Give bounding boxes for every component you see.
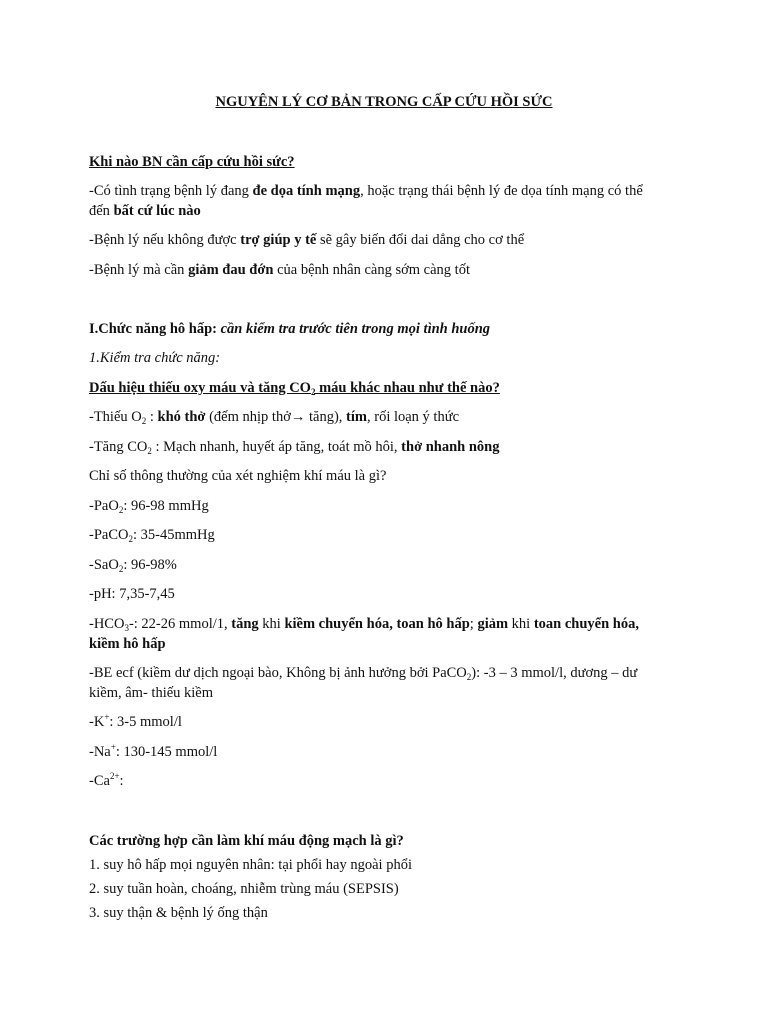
pao2-a: -PaO: [89, 498, 119, 514]
subsection-1: [89, 350, 679, 367]
q-sign-b: máu khác nhau như thế nào?: [315, 380, 500, 396]
na-line: [89, 744, 679, 761]
hyperc-sub: 2: [147, 446, 152, 456]
sao2-line: [89, 557, 679, 574]
hypox-bold-f: tím: [346, 409, 367, 425]
question-abg: [89, 833, 679, 850]
hco3-line-2: [89, 636, 679, 653]
paco2-b: : 35-45mmHg: [132, 527, 215, 543]
na-sup: +: [110, 742, 116, 752]
hco3-bold-c: tăng: [231, 616, 259, 632]
p1-text-d: đến: [89, 203, 114, 219]
question-when-text: Khi nào BN cần cấp cứu hồi sức?: [89, 154, 295, 170]
paco2-line: [89, 527, 679, 544]
pao2-b: : 96-98 mmHg: [123, 498, 209, 514]
be-b: ): -3 – 3 mmol/l, dương – dư: [471, 665, 638, 681]
page-title: NGUYÊN LÝ CƠ BẢN TRONG CẤP CỨU HỒI SỨC: [215, 94, 553, 110]
pao2-line: [89, 498, 679, 515]
hco3-h: khi: [508, 616, 534, 632]
hypoxemia-line: [89, 409, 679, 426]
paragraph-1-line-1: [89, 183, 679, 200]
question-normal-values: [89, 468, 679, 485]
sao2-a: -SaO: [89, 557, 119, 573]
ca-line: [89, 773, 679, 790]
hyperc-bold-c: thở nhanh nông: [401, 439, 500, 455]
k-a: -K: [89, 714, 105, 730]
p2-text-a: -Bệnh lý nếu không được: [89, 232, 241, 248]
k-sup: +: [104, 712, 110, 722]
list-item-2: 2. suy tuần hoàn, choáng, nhiễm trùng máu (SEPSIS): [89, 881, 399, 897]
k-line: [89, 714, 679, 731]
question-sign: [89, 380, 679, 397]
hco3-bold-e: kiềm chuyển hóa, toan hô hấp: [284, 616, 470, 632]
hco3-a: -HCO: [89, 616, 125, 632]
hypox-sub: 2: [141, 416, 147, 426]
q-norm-text: Chỉ số thông thường của xét nghiệm khí máu là gì?: [89, 468, 387, 484]
hco3-d: khi: [258, 616, 285, 632]
hypox-a: -Thiếu O: [89, 409, 142, 425]
ca-b: :: [119, 773, 124, 789]
hypox-b: :: [146, 409, 158, 425]
arrow-right-icon: →: [290, 409, 306, 425]
p2-bold-b: trợ giúp y tế: [240, 232, 317, 248]
be-a: -BE ecf (kiềm dư dịch ngoại bào, Không bị ảnh hưởng bởi PaCO: [89, 665, 467, 681]
hypercapnia-line: [89, 439, 679, 456]
list-item-1: 1. suy hô hấp mọi nguyên nhân: tại phổi hay ngoài phổi: [89, 857, 412, 873]
list-item: [89, 905, 679, 922]
p3-text-c: của bệnh nhân càng sớm càng tốt: [273, 262, 470, 278]
be-sub: 2: [466, 672, 472, 682]
hypox-e: tăng),: [305, 409, 347, 425]
p1-bold-b: đe dọa tính mạng: [252, 183, 361, 199]
paragraph-2: [89, 232, 679, 249]
paragraph-1-line-2: [89, 203, 679, 220]
q-sign-sub: 2: [310, 387, 316, 397]
be-line-2: [89, 685, 679, 702]
paragraph-3: [89, 262, 679, 279]
p3-text-a: -Bệnh lý mà cần: [89, 262, 189, 278]
section-1-heading: [89, 321, 679, 338]
sao2-sub: 2: [118, 564, 124, 574]
hco3-bold-j: kiềm hô hấp: [89, 636, 166, 652]
list-item: [89, 881, 679, 898]
hypox-g: , rối loạn ý thức: [366, 409, 460, 425]
be-c: kiềm, âm- thiếu kiềm: [89, 685, 214, 701]
q-sign-a: Dấu hiệu thiếu oxy máu và tăng CO: [89, 380, 311, 396]
hco3-bold-i: toan chuyển hóa,: [533, 616, 639, 632]
hco3-line-1: [89, 616, 679, 633]
paco2-a: -PaCO: [89, 527, 129, 543]
list-item-3: 3. suy thận & bệnh lý ống thận: [89, 905, 268, 921]
na-a: -Na: [89, 744, 111, 760]
p2-text-c: sẽ gây biến đổi dai dẳng cho cơ thể: [316, 232, 525, 248]
hyperc-b: : Mạch nhanh, huyết áp tăng, toát mồ hôi,: [151, 439, 402, 455]
be-line-1: [89, 665, 679, 682]
question-when: [89, 154, 679, 171]
section-1-subtitle: cần kiểm tra trước tiên trong mọi tình huống: [220, 321, 491, 337]
hyperc-a: -Tăng CO: [89, 439, 148, 455]
ca-a: -Ca: [89, 773, 110, 789]
hypox-d: (đếm nhịp thở: [205, 409, 291, 425]
p1-text-c: , hoặc trạng thái bệnh lý đe dọa tính mạng có thể: [360, 183, 643, 199]
p1-text-a: -Có tình trạng bệnh lý đang: [89, 183, 253, 199]
p3-bold-b: giảm đau đớn: [188, 262, 274, 278]
sao2-b: : 96-98%: [123, 557, 177, 573]
pao2-sub: 2: [118, 505, 124, 515]
na-b: : 130-145 mmol/l: [115, 744, 218, 760]
k-b: : 3-5 mmol/l: [109, 714, 182, 730]
ph-line: [89, 586, 679, 603]
hco3-b: -: 22-26 mmol/1,: [128, 616, 232, 632]
hco3-f: ;: [469, 616, 478, 632]
q-abg-text: Các trường hợp cần làm khí máu động mạch là gì?: [89, 833, 404, 849]
paco2-sub: 2: [128, 534, 133, 544]
p1-bold-e: bất cứ lúc nào: [113, 203, 201, 219]
ph-text: -pH: 7,35-7,45: [89, 586, 175, 602]
hco3-sub: 3: [124, 623, 129, 633]
ca-sup: 2+: [109, 771, 120, 781]
subsection-1-title: 1.Kiểm tra chức năng:: [89, 350, 221, 366]
section-1-title: I.Chức năng hô hấp:: [89, 321, 221, 337]
hco3-bold-g: giảm: [477, 616, 509, 632]
hypox-bold-c: khó thở: [157, 409, 206, 425]
list-item: [89, 857, 679, 874]
